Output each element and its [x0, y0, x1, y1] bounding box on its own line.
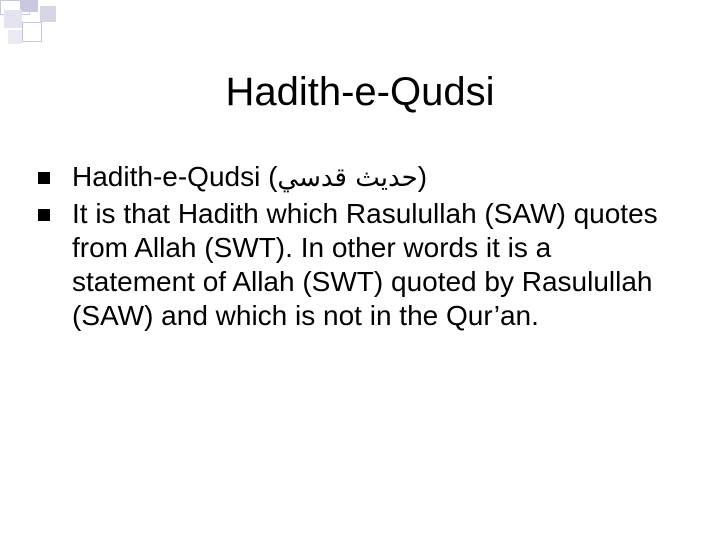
- slide-title: Hadith-e-Qudsi: [225, 70, 495, 114]
- bullet-text: Hadith-e-Qudsi (: [72, 161, 278, 192]
- square-bullet-icon: [38, 172, 50, 184]
- arabic-term: حديث قدسي: [277, 163, 418, 193]
- bullet-text: It is that Hadith which Rasulullah (SAW) quotes from Allah (SWT). In other words it is a statement of Allah (SWT) quoted by Rasulullah (SAW) and which is not in the Qur’an.: [72, 198, 658, 331]
- bullet-item: [38, 160, 678, 195]
- corner-decoration-square: [20, 0, 38, 12]
- corner-decoration-square: [4, 10, 22, 28]
- corner-decoration-square: [22, 22, 42, 42]
- bullet-text-closing: ): [417, 161, 428, 192]
- square-bullet-icon: [38, 209, 50, 221]
- bullet-list: [38, 160, 678, 335]
- corner-decoration-square: [8, 30, 22, 44]
- bullet-item: [38, 197, 678, 333]
- corner-decoration-square: [40, 6, 56, 22]
